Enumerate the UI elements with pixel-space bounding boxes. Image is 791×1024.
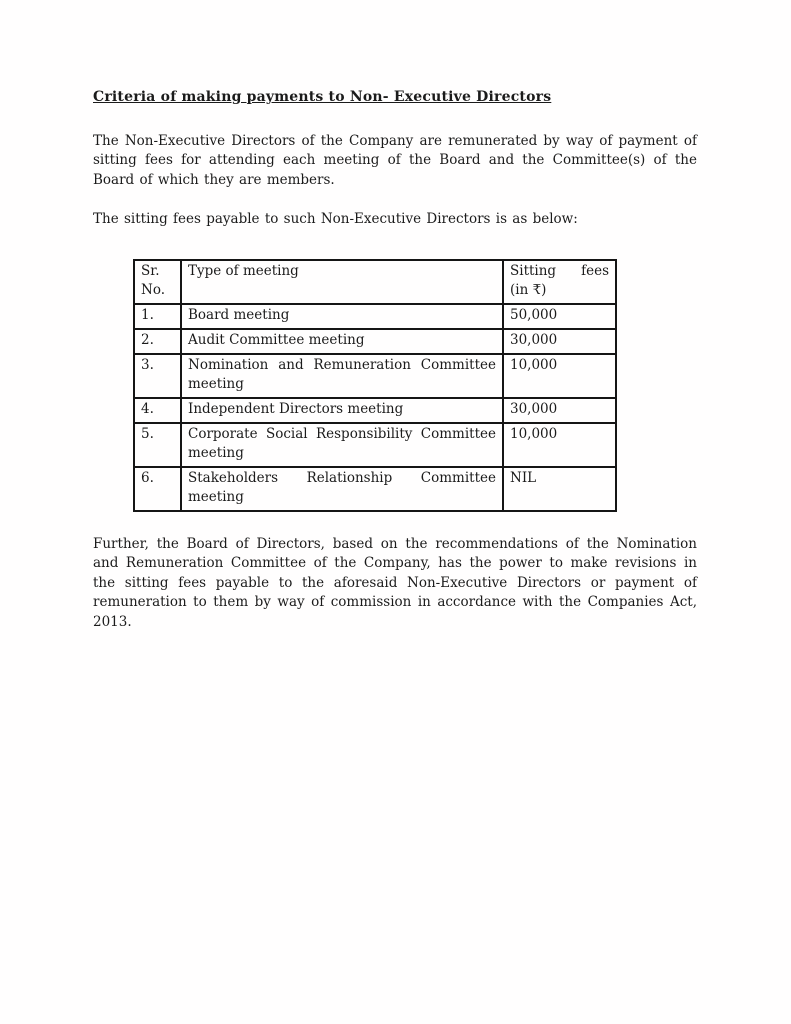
table-header-row xyxy=(134,260,616,304)
cell-fees: 10,000 xyxy=(503,354,616,398)
cell-sr-no: 1. xyxy=(134,304,181,329)
cell-fees: 30,000 xyxy=(503,398,616,423)
header-sr-no: Sr. No. xyxy=(134,260,181,304)
closing-paragraph: Further, the Board of Directors, based on the recommendations of the Nomination and Remuneration Committee of the Company, has the power to make revisions in the sitting fees payable to the aforesaid Non-Executive Directors or payment of remuneration to them by way of commission in accordance with the Companies Act, 2013. xyxy=(93,535,697,630)
cell-sr-no: 3. xyxy=(134,354,181,398)
table-row xyxy=(134,354,616,398)
cell-meeting-type: Corporate Social Responsibility Committee meeting xyxy=(181,423,503,467)
header-type-of-meeting: Type of meeting xyxy=(181,260,503,304)
cell-sr-no: 4. xyxy=(134,398,181,423)
cell-meeting-type: Board meeting xyxy=(181,304,503,329)
intro-paragraph: The Non-Executive Directors of the Company are remunerated by way of payment of sitting fees for attending each meeting of the Board and the Committee(s) of the Board of which they are members. xyxy=(93,132,697,188)
cell-meeting-type: Nomination and Remuneration Committee meeting xyxy=(181,354,503,398)
sitting-fees-table xyxy=(133,259,617,512)
cell-fees: 50,000 xyxy=(503,304,616,329)
document-content xyxy=(93,88,697,652)
table-row xyxy=(134,329,616,354)
cell-sr-no: 2. xyxy=(134,329,181,354)
table-row xyxy=(134,467,616,511)
cell-fees: 10,000 xyxy=(503,423,616,467)
page-title: Criteria of making payments to Non- Executive Directors xyxy=(93,89,552,105)
cell-meeting-type: Audit Committee meeting xyxy=(181,329,503,354)
cell-fees: NIL xyxy=(503,467,616,511)
table-lead-paragraph: The sitting fees payable to such Non-Executive Directors is as below: xyxy=(93,211,578,227)
cell-sr-no: 6. xyxy=(134,467,181,511)
header-sitting-fees: Sitting fees (in ₹) xyxy=(503,260,616,304)
cell-meeting-type: Stakeholders Relationship Committee meeting xyxy=(181,467,503,511)
table-row xyxy=(134,398,616,423)
cell-sr-no: 5. xyxy=(134,423,181,467)
cell-meeting-type: Independent Directors meeting xyxy=(181,398,503,423)
table-row xyxy=(134,304,616,329)
table-row xyxy=(134,423,616,467)
cell-fees: 30,000 xyxy=(503,329,616,354)
